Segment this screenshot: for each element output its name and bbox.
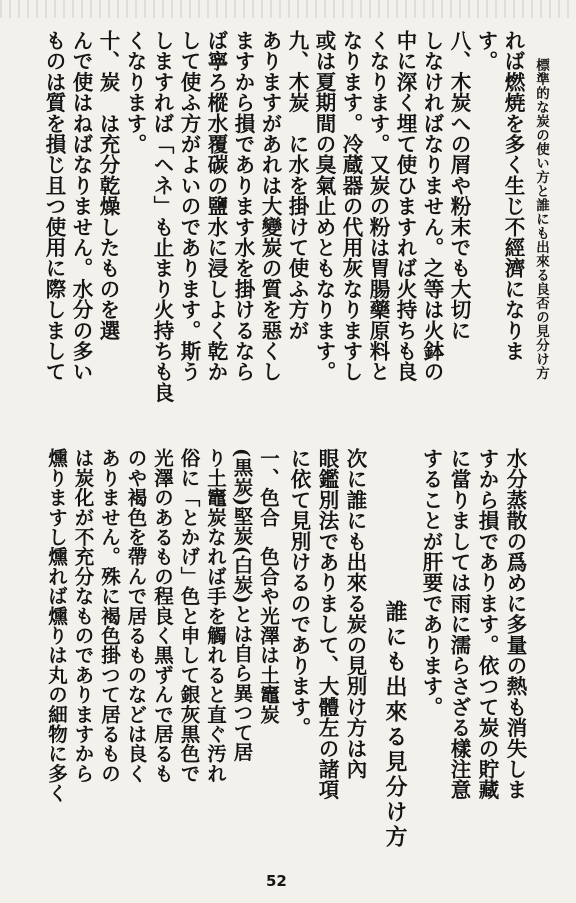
text-column: に當りましては雨に濡らさざる樣注意 — [447, 448, 471, 800]
text-column: くなります。又炭の粉は胃腸藥原料と — [366, 30, 390, 382]
text-column: しなければなりません。之等は火鉢の — [420, 30, 444, 382]
text-column: ありますがあれは大變炭の質を惡くし — [258, 30, 282, 382]
text-column: に依て見別けるのであります。 — [287, 448, 311, 738]
text-column: 眼鑑別法でありまして、大體左の諸項 — [315, 448, 339, 800]
text-column: しますれば「ヘネ」も止まり火持ちも良 — [150, 30, 174, 403]
text-column: 光澤のあるもの程良く黒ずんで居るも — [151, 448, 174, 783]
text-column: 次に誰にも出來る炭の見別け方は內 — [343, 448, 367, 780]
text-column: して使ふ方がよいのであります。斯う — [177, 30, 201, 382]
text-column: ものは質を損じ且つ使用に際しまして — [42, 30, 66, 382]
text-column: 燻りますし燻れば燻りは丸の細物に多く — [45, 448, 68, 803]
text-column: (黒炭)堅炭(白炭)とは自ら異つて居 — [230, 448, 254, 762]
section-title: 誰にも出來る見分け方 — [382, 600, 408, 850]
text-column: んで使はねばなりません。水分の多い — [69, 30, 93, 382]
text-column: なります。冷蔵器の代用灰なりますし — [339, 30, 363, 382]
text-column: 八、木炭への屑や粉末でも大切に — [447, 30, 471, 341]
scan-noise — [0, 0, 576, 18]
text-column: ありません。殊に褐色掛つて居るもの — [98, 448, 121, 783]
text-column: 中に深く埋て使ひますれば火持ちも良 — [393, 30, 417, 382]
page-number: 52 — [266, 872, 287, 890]
running-header: 標準的な炭の使い方と誰にも出來る良否の見分け方 — [533, 58, 549, 380]
text-column: 九、木炭 に水を掛けて使ふ方が — [285, 30, 309, 341]
text-column: ますから損であります水を掛けるなら — [231, 30, 255, 382]
text-column: すから損であります。依つて炭の貯藏 — [475, 448, 499, 800]
text-column: 十、炭 は充分乾燥したものを選 — [96, 30, 120, 341]
text-column: 一、色合 色合や光澤は土竈炭 — [257, 448, 280, 724]
text-column: り土竈炭なれば手を觸れると直ぐ汚れ — [204, 448, 227, 783]
text-column: 水分蒸散の爲めに多量の熱も消失しま — [503, 448, 527, 800]
text-column: くなります。 — [123, 30, 147, 155]
text-column: す。 — [474, 30, 498, 72]
text-column: 俗に「とかげ」色と申して銀灰黒色で — [177, 448, 201, 783]
text-column: は炭化が不充分なものでありますから — [71, 448, 95, 783]
text-column: 或は夏期間の臭氣止めともなります。 — [312, 30, 336, 382]
text-column: れば燃焼を多く生じ不經濟になりま — [501, 30, 525, 362]
text-column: することが肝要であります。 — [419, 448, 443, 718]
text-column: のや褐色を帶んで居るものなどは良く — [124, 448, 148, 783]
text-column: ば寧ろ樅水覆碳の鹽水に浸しよく乾か — [204, 30, 228, 382]
